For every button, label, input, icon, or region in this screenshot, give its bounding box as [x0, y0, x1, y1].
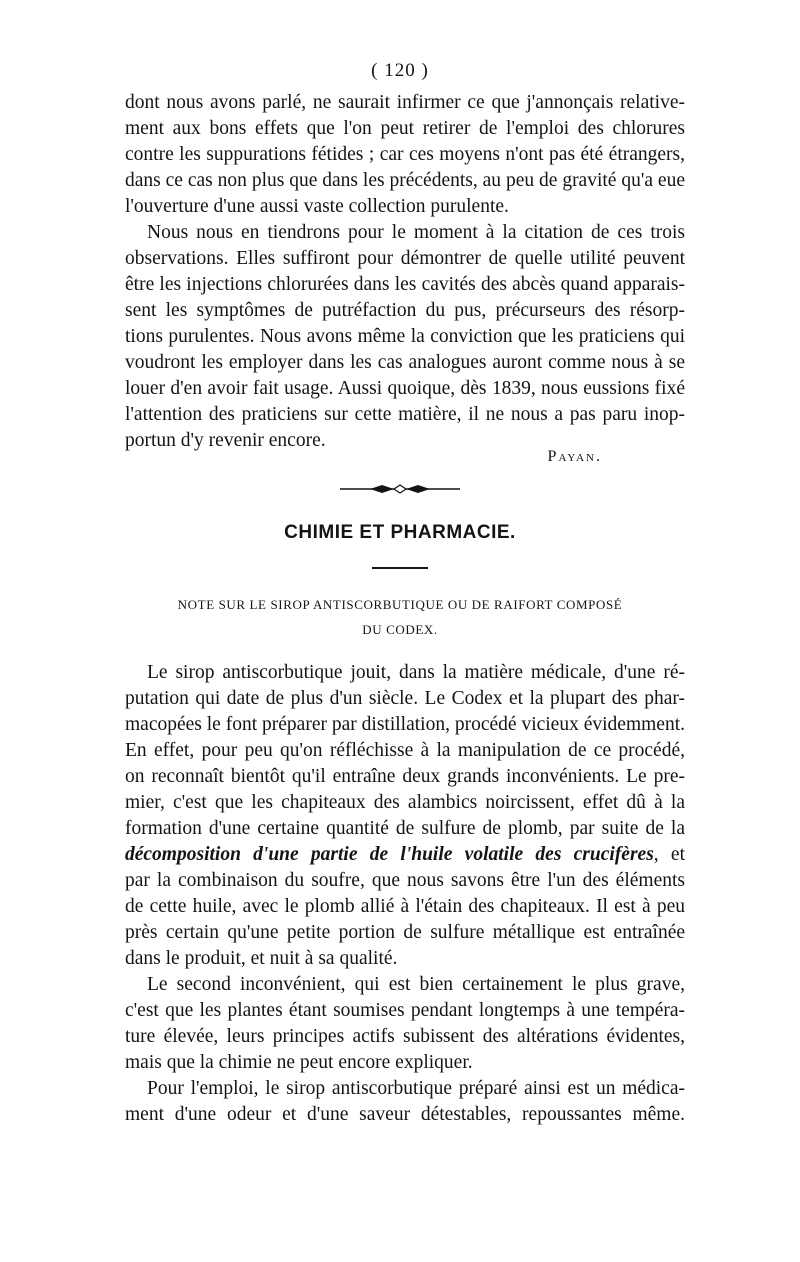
text-line: près certain qu'une petite portion de sulfure métallique est entraînée — [125, 922, 685, 943]
section-rule — [372, 567, 428, 569]
text-line: dans le produit, et nuit à sa qualité. — [125, 948, 398, 969]
text-line: Pour l'emploi, le sirop antiscorbutique préparé ainsi est un médica- — [147, 1078, 685, 1099]
text-line: ment d'une odeur et d'une saveur détestables, repoussantes même. — [125, 1104, 685, 1125]
text-line: tions purulentes. Nous avons même la conviction que les praticiens qui — [125, 326, 685, 347]
text-line: l'attention des praticiens sur cette matière, il ne nous a pas paru inop- — [125, 404, 685, 425]
intro-paragraph — [125, 90, 685, 220]
text-line: putation qui date de plus d'un siècle. Le Codex et la plupart des phar- — [125, 688, 685, 709]
text-line: En effet, pour peu qu'on réfléchisse à la manipulation de ce procédé, — [125, 740, 685, 761]
text-line: dans ce cas non plus que dans les précédents, au peu de gravité qu'a eue — [125, 170, 685, 191]
emphasized-phrase: décomposition d'une partie de l'huile volatile des crucifères — [125, 844, 654, 865]
text-line: être les injections chlorurées dans les cavités des abcès quand apparais- — [125, 274, 685, 295]
text-line: contre les suppurations fétides ; car ces moyens n'ont pas été étrangers, — [125, 144, 685, 165]
text-line: voudront les employer dans les cas analogues auront comme nous à se — [125, 352, 685, 373]
text-line: par la combinaison du soufre, que nous savons être l'un des éléments — [125, 870, 685, 891]
text-line: macopées le font préparer par distillation, procédé vicieux évidemment. — [125, 714, 685, 735]
text-line: dont nous avons parlé, ne saurait infirmer ce que j'annonçais relative- — [125, 92, 685, 113]
text-line: on reconnaît bientôt qu'il entraîne deux grands inconvénients. Le pre- — [125, 766, 685, 787]
page-number: ( 120 ) — [371, 60, 429, 81]
text-line: ture élevée, leurs principes actifs subissent des altérations évidentes, — [125, 1026, 685, 1047]
text-line-emphasis — [125, 842, 685, 868]
text-line: Le second inconvénient, qui est bien certainement le plus grave, — [147, 974, 685, 995]
text-line: louer d'en avoir fait usage. Aussi quoique, dès 1839, nous eussions fixé — [125, 378, 685, 399]
text-line: observations. Elles suffiront pour démontrer de quelle utilité peuvent — [125, 248, 685, 269]
body-paragraph-2 — [125, 972, 685, 1076]
note-title-line-2: DU CODEX. — [362, 622, 438, 637]
text-line: ment aux bons effets que l'on peut retirer de l'emploi des chlorures — [125, 118, 685, 139]
body-paragraph-3 — [125, 1076, 685, 1128]
text-line: de cette huile, avec le plomb allié à l'étain des chapiteaux. Il est à peu — [125, 896, 685, 917]
conclusion-paragraph — [125, 220, 685, 454]
text-line: c'est que les plantes étant soumises pendant longtemps à une tempéra- — [125, 1000, 685, 1021]
section-title: CHIMIE ET PHARMACIE. — [284, 522, 516, 543]
text-line: mier, c'est que les chapiteaux des alambics noircissent, effet dû à la — [125, 792, 685, 813]
text-line: l'ouverture d'une aussi vaste collection purulente. — [125, 196, 509, 217]
body-paragraph-1 — [125, 660, 685, 972]
note-title-line-1: NOTE SUR LE SIROP ANTISCORBUTIQUE OU DE RAIFORT COMPOSÉ — [177, 597, 623, 612]
text-line: portun d'y revenir encore. — [125, 430, 326, 451]
emphasis-trailing-text: , et — [653, 844, 685, 865]
author-signature: Payan. — [547, 448, 602, 465]
text-line: mais que la chimie ne peut encore expliquer. — [125, 1052, 473, 1073]
text-line: formation d'une certaine quantité de sulfure de plomb, par suite de la — [125, 818, 685, 839]
text-line: Le sirop antiscorbutique jouit, dans la matière médicale, d'une ré- — [147, 662, 685, 683]
text-line: sent les symptômes de putréfaction du pus, précurseurs des résorp- — [125, 300, 685, 321]
ornament-divider — [340, 482, 460, 496]
text-line: Nous nous en tiendrons pour le moment à la citation de ces trois — [147, 222, 685, 243]
